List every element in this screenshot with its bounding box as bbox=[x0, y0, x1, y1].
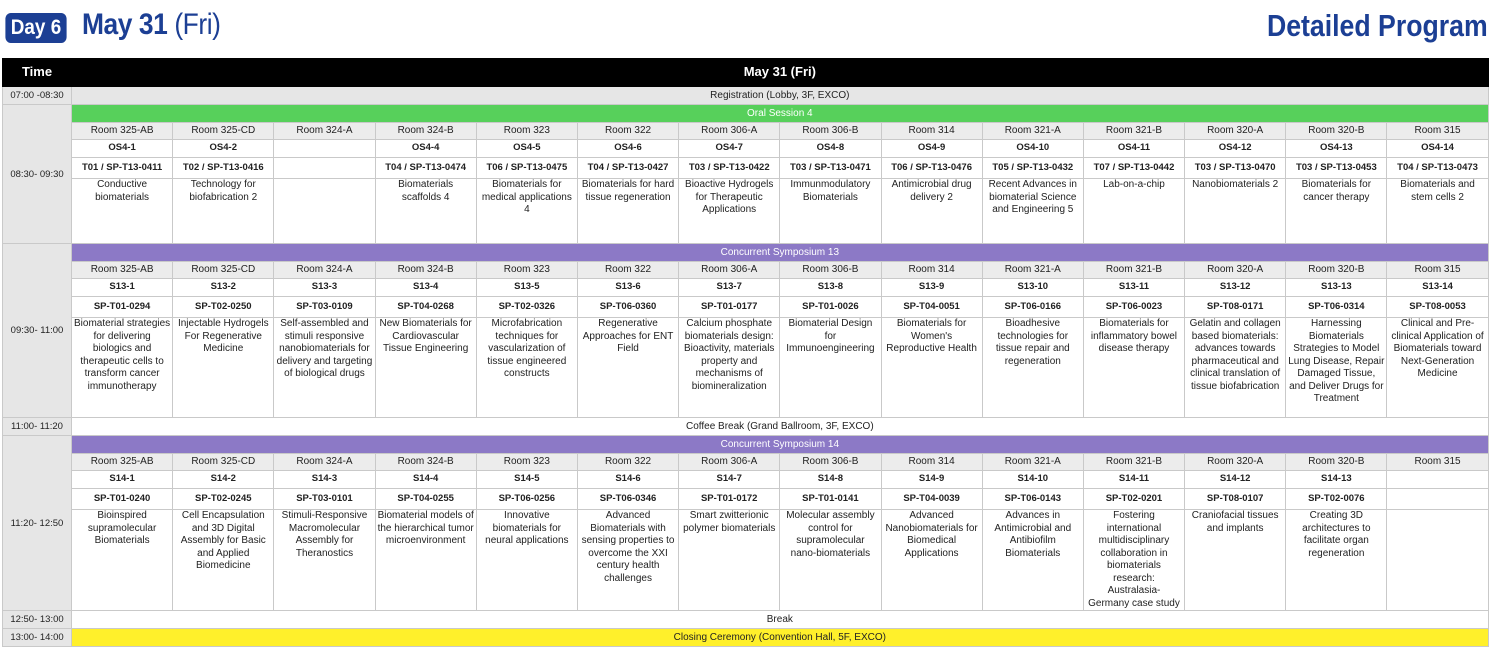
session-title-cell: Immunmodulatory Biomaterials bbox=[780, 179, 881, 244]
paper-code-cell bbox=[1387, 489, 1488, 510]
session-title-cell: Biomaterials for hard tissue regeneration bbox=[577, 179, 678, 244]
paper-code-cell: SP-T06-0143 bbox=[982, 489, 1083, 510]
session-code-cell: S13-2 bbox=[173, 279, 274, 297]
session-title-cell: Biomaterial strategies for delivering biologics and therapeutic cells to transform cancer immunotherapy bbox=[72, 318, 173, 418]
room-cell: Room 324-A bbox=[274, 454, 375, 471]
session-title-cell: Calcium phosphate biomaterials design: Bioactivity, materials property and mechanisms of biomineralization bbox=[679, 318, 780, 418]
session-code-cell: S13-13 bbox=[1286, 279, 1387, 297]
paper-code-cell: SP-T08-0107 bbox=[1185, 489, 1286, 510]
room-cell: Room 306-B bbox=[780, 262, 881, 279]
paper-code-cell: SP-T06-0256 bbox=[476, 489, 577, 510]
session-code-cell bbox=[274, 140, 375, 158]
block2-band-row bbox=[3, 244, 1489, 262]
session-code-cell: S14-4 bbox=[375, 471, 476, 489]
paper-code-cell: T07 / SP-T13-0442 bbox=[1083, 158, 1184, 179]
paper-code-cell: T06 / SP-T13-0475 bbox=[476, 158, 577, 179]
room-cell: Room 321-B bbox=[1083, 262, 1184, 279]
session-code-cell: S13-1 bbox=[72, 279, 173, 297]
coffee-row bbox=[3, 418, 1489, 436]
session-title-cell: Bioactive Hydrogels for Therapeutic Applications bbox=[679, 179, 780, 244]
session-code-cell: S13-10 bbox=[982, 279, 1083, 297]
room-cell: Room 321-B bbox=[1083, 123, 1184, 140]
closing-text: Closing Ceremony (Convention Hall, 5F, EXCO) bbox=[72, 629, 1489, 647]
session-code-cell: S14-12 bbox=[1185, 471, 1286, 489]
block1-titles-row bbox=[3, 179, 1489, 244]
break-time: 12:50- 13:00 bbox=[3, 611, 72, 629]
block1-rooms-row bbox=[3, 123, 1489, 140]
room-cell: Room 320-A bbox=[1185, 123, 1286, 140]
session-code-cell: S13-11 bbox=[1083, 279, 1184, 297]
session-code-cell: OS4-5 bbox=[476, 140, 577, 158]
day-badge: Day 6 bbox=[5, 13, 66, 43]
paper-code-cell: T06 / SP-T13-0476 bbox=[881, 158, 982, 179]
coffee-text: Coffee Break (Grand Ballroom, 3F, EXCO) bbox=[72, 418, 1489, 436]
session-title-cell: Biomaterials for medical applications 4 bbox=[476, 179, 577, 244]
session-title-cell: Biomaterials scaffolds 4 bbox=[375, 179, 476, 244]
session-title-cell: Microfabrication techniques for vascularization of tissue engineered constructs bbox=[476, 318, 577, 418]
room-cell: Room 314 bbox=[881, 454, 982, 471]
session-code-cell: OS4-13 bbox=[1286, 140, 1387, 158]
schedule-table bbox=[2, 58, 1489, 647]
room-cell: Room 314 bbox=[881, 262, 982, 279]
paper-code-cell: SP-T02-0250 bbox=[173, 297, 274, 318]
break-row bbox=[3, 611, 1489, 629]
room-cell: Room 324-B bbox=[375, 262, 476, 279]
room-cell: Room 315 bbox=[1387, 123, 1488, 140]
room-cell: Room 325-AB bbox=[72, 123, 173, 140]
paper-code-cell: SP-T02-0076 bbox=[1286, 489, 1387, 510]
session-title-cell: Advances in Antimicrobial and Antibiofilm Biomaterials bbox=[982, 510, 1083, 611]
session-code-cell: S14-3 bbox=[274, 471, 375, 489]
paper-code-cell: T02 / SP-T13-0416 bbox=[173, 158, 274, 179]
room-cell: Room 325-CD bbox=[173, 262, 274, 279]
room-cell: Room 324-A bbox=[274, 262, 375, 279]
session-code-cell: S14-8 bbox=[780, 471, 881, 489]
room-cell: Room 323 bbox=[476, 123, 577, 140]
session-title-cell: Injectable Hydrogels For Regenerative Medicine bbox=[173, 318, 274, 418]
session-code-cell: S14-6 bbox=[577, 471, 678, 489]
session-code-cell: S13-8 bbox=[780, 279, 881, 297]
room-cell: Room 321-A bbox=[982, 123, 1083, 140]
paper-code-cell: SP-T01-0240 bbox=[72, 489, 173, 510]
session-title-cell: Biomaterial models of the hierarchical tumor microenvironment bbox=[375, 510, 476, 611]
session-code-cell: S14-2 bbox=[173, 471, 274, 489]
room-cell: Room 321-B bbox=[1083, 454, 1184, 471]
session-title-cell: Biomaterial Design for Immunoengineering bbox=[780, 318, 881, 418]
session-code-cell bbox=[1387, 471, 1488, 489]
block1-band-row bbox=[3, 105, 1489, 123]
room-cell: Room 322 bbox=[577, 454, 678, 471]
session-title-cell: Biomaterials for cancer therapy bbox=[1286, 179, 1387, 244]
session-code-cell: S14-7 bbox=[679, 471, 780, 489]
session-code-cell: OS4-6 bbox=[577, 140, 678, 158]
session-title-cell: Biomaterials for inflammatory bowel disease therapy bbox=[1083, 318, 1184, 418]
session-title-cell: New Biomaterials for Cardiovascular Tissue Engineering bbox=[375, 318, 476, 418]
session-title-cell bbox=[1387, 510, 1488, 611]
block2-codes-row bbox=[3, 297, 1489, 318]
registration-row bbox=[3, 87, 1489, 105]
block3-titles-row bbox=[3, 510, 1489, 611]
session-code-cell: OS4-2 bbox=[173, 140, 274, 158]
paper-code-cell: T03 / SP-T13-0453 bbox=[1286, 158, 1387, 179]
block3-sessions-row bbox=[3, 471, 1489, 489]
block3-rooms-row bbox=[3, 454, 1489, 471]
paper-code-cell: SP-T02-0326 bbox=[476, 297, 577, 318]
room-cell: Room 325-CD bbox=[173, 123, 274, 140]
paper-code-cell: T04 / SP-T13-0473 bbox=[1387, 158, 1488, 179]
paper-code-cell: T03 / SP-T13-0422 bbox=[679, 158, 780, 179]
session-title-cell: Biomaterials and stem cells 2 bbox=[1387, 179, 1488, 244]
room-cell: Room 315 bbox=[1387, 262, 1488, 279]
session-title-cell: Stimuli-Responsive Macromolecular Assembly for Theranostics bbox=[274, 510, 375, 611]
session-code-cell: OS4-4 bbox=[375, 140, 476, 158]
room-cell: Room 323 bbox=[476, 454, 577, 471]
session-code-cell: S14-5 bbox=[476, 471, 577, 489]
room-cell: Room 320-B bbox=[1286, 262, 1387, 279]
paper-code-cell: SP-T06-0166 bbox=[982, 297, 1083, 318]
session-code-cell: S13-3 bbox=[274, 279, 375, 297]
paper-code-cell: SP-T04-0255 bbox=[375, 489, 476, 510]
session-code-cell: OS4-9 bbox=[881, 140, 982, 158]
session-code-cell: S13-14 bbox=[1387, 279, 1488, 297]
paper-code-cell: SP-T06-0314 bbox=[1286, 297, 1387, 318]
room-cell: Room 324-B bbox=[375, 123, 476, 140]
paper-code-cell: SP-T01-0141 bbox=[780, 489, 881, 510]
paper-code-cell: SP-T01-0294 bbox=[72, 297, 173, 318]
paper-code-cell: SP-T02-0201 bbox=[1083, 489, 1184, 510]
paper-code-cell: SP-T03-0109 bbox=[274, 297, 375, 318]
session-title-cell: Advanced Nanobiomaterials for Biomedical Applications bbox=[881, 510, 982, 611]
time-column-header: Time bbox=[3, 59, 72, 87]
session-title-cell: Bioinspired supramolecular Biomaterials bbox=[72, 510, 173, 611]
session-title-cell: Bioadhesive technologies for tissue repair and regeneration bbox=[982, 318, 1083, 418]
session-title-cell: Conductive biomaterials bbox=[72, 179, 173, 244]
closing-time: 13:00- 14:00 bbox=[3, 629, 72, 647]
room-cell: Room 320-B bbox=[1286, 123, 1387, 140]
room-cell: Room 306-B bbox=[780, 454, 881, 471]
session-title-cell: Fostering international multidisciplinary collaboration in biomaterials research: Australasia- Germany case study bbox=[1083, 510, 1184, 611]
block3-codes-row bbox=[3, 489, 1489, 510]
block2-sessions-row bbox=[3, 279, 1489, 297]
room-cell: Room 322 bbox=[577, 262, 678, 279]
coffee-time: 11:00- 11:20 bbox=[3, 418, 72, 436]
session-code-cell: S13-6 bbox=[577, 279, 678, 297]
room-cell: Room 306-A bbox=[679, 454, 780, 471]
session-title-cell: Advanced Biomaterials with sensing properties to overcome the XXI century health challenges bbox=[577, 510, 678, 611]
block2-rooms-row bbox=[3, 262, 1489, 279]
room-cell: Room 325-CD bbox=[173, 454, 274, 471]
session-code-cell: OS4-7 bbox=[679, 140, 780, 158]
session-code-cell: OS4-8 bbox=[780, 140, 881, 158]
session-code-cell: S14-13 bbox=[1286, 471, 1387, 489]
program-title: Detailed Program bbox=[1267, 8, 1488, 43]
paper-code-cell: SP-T01-0026 bbox=[780, 297, 881, 318]
session-title-cell: Biomaterials for Women's Reproductive Health bbox=[881, 318, 982, 418]
block1-sessions-row bbox=[3, 140, 1489, 158]
paper-code-cell: SP-T06-0023 bbox=[1083, 297, 1184, 318]
session-code-cell: OS4-11 bbox=[1083, 140, 1184, 158]
session-title-cell: Gelatin and collagen based biomaterials: advances towards pharmaceutical and clinical translation of tissue biofabrication bbox=[1185, 318, 1286, 418]
paper-code-cell: SP-T02-0245 bbox=[173, 489, 274, 510]
room-cell: Room 315 bbox=[1387, 454, 1488, 471]
paper-code-cell: T01 / SP-T13-0411 bbox=[72, 158, 173, 179]
session-code-cell: S13-12 bbox=[1185, 279, 1286, 297]
session-code-cell: S13-5 bbox=[476, 279, 577, 297]
room-cell: Room 306-A bbox=[679, 123, 780, 140]
session-code-cell: OS4-10 bbox=[982, 140, 1083, 158]
session-title-cell bbox=[274, 179, 375, 244]
registration-time: 07:00 -08:30 bbox=[3, 87, 72, 105]
paper-code-cell: SP-T08-0053 bbox=[1387, 297, 1488, 318]
session-title-cell: Innovative biomaterials for neural applications bbox=[476, 510, 577, 611]
block3-band: Concurrent Symposium 14 bbox=[72, 436, 1489, 454]
paper-code-cell: SP-T03-0101 bbox=[274, 489, 375, 510]
session-title-cell: Harnessing Biomaterials Strategies to Model Lung Disease, Repair Damaged Tissue, and Deliver Drugs for Treatment bbox=[1286, 318, 1387, 418]
block2-titles-row bbox=[3, 318, 1489, 418]
room-cell: Room 306-B bbox=[780, 123, 881, 140]
block2-band: Concurrent Symposium 13 bbox=[72, 244, 1489, 262]
table-header-row bbox=[3, 59, 1489, 87]
session-title-cell: Molecular assembly control for supramolecular nano-biomaterials bbox=[780, 510, 881, 611]
session-code-cell: S14-1 bbox=[72, 471, 173, 489]
room-cell: Room 320-B bbox=[1286, 454, 1387, 471]
room-cell: Room 314 bbox=[881, 123, 982, 140]
session-title-cell: Technology for biofabrication 2 bbox=[173, 179, 274, 244]
closing-row bbox=[3, 629, 1489, 647]
date-suffix: (Fri) bbox=[174, 8, 221, 41]
paper-code-cell: SP-T08-0171 bbox=[1185, 297, 1286, 318]
room-cell: Room 306-A bbox=[679, 262, 780, 279]
session-title-cell: Clinical and Pre-clinical Application of Biomaterials toward Next-Generation Medicine bbox=[1387, 318, 1488, 418]
paper-code-cell: SP-T06-0346 bbox=[577, 489, 678, 510]
block1-codes-row bbox=[3, 158, 1489, 179]
session-code-cell: OS4-14 bbox=[1387, 140, 1488, 158]
paper-code-cell: T05 / SP-T13-0432 bbox=[982, 158, 1083, 179]
session-title-cell: Regenerative Approaches for ENT Field bbox=[577, 318, 678, 418]
paper-code-cell: T04 / SP-T13-0427 bbox=[577, 158, 678, 179]
room-cell: Room 325-AB bbox=[72, 262, 173, 279]
paper-code-cell: T03 / SP-T13-0471 bbox=[780, 158, 881, 179]
room-cell: Room 325-AB bbox=[72, 454, 173, 471]
session-title-cell: Cell Encapsulation and 3D Digital Assembly for Basic and Applied Biomedicine bbox=[173, 510, 274, 611]
session-title-cell: Antimicrobial drug delivery 2 bbox=[881, 179, 982, 244]
session-code-cell: OS4-1 bbox=[72, 140, 173, 158]
session-code-cell: S13-7 bbox=[679, 279, 780, 297]
page-header bbox=[0, 0, 1500, 56]
room-cell: Room 324-A bbox=[274, 123, 375, 140]
session-code-cell: S14-10 bbox=[982, 471, 1083, 489]
session-code-cell: S14-9 bbox=[881, 471, 982, 489]
paper-code-cell: SP-T04-0051 bbox=[881, 297, 982, 318]
block3-time: 11:20- 12:50 bbox=[3, 436, 72, 611]
registration-text: Registration (Lobby, 3F, EXCO) bbox=[72, 87, 1489, 105]
paper-code-cell bbox=[274, 158, 375, 179]
room-cell: Room 320-A bbox=[1185, 454, 1286, 471]
paper-code-cell: T04 / SP-T13-0474 bbox=[375, 158, 476, 179]
session-code-cell: S13-4 bbox=[375, 279, 476, 297]
session-title-cell: Self-assembled and stimuli responsive nanobiomaterials for delivery and targeting of biological drugs bbox=[274, 318, 375, 418]
session-title-cell: Craniofacial tissues and implants bbox=[1185, 510, 1286, 611]
session-code-cell: S14-11 bbox=[1083, 471, 1184, 489]
room-cell: Room 323 bbox=[476, 262, 577, 279]
paper-code-cell: SP-T04-0039 bbox=[881, 489, 982, 510]
session-title-cell: Nanobiomaterials 2 bbox=[1185, 179, 1286, 244]
date-bold: May 31 bbox=[82, 8, 168, 41]
paper-code-cell: T03 / SP-T13-0470 bbox=[1185, 158, 1286, 179]
room-cell: Room 321-A bbox=[982, 262, 1083, 279]
session-code-cell: S13-9 bbox=[881, 279, 982, 297]
room-cell: Room 324-B bbox=[375, 454, 476, 471]
session-title-cell: Smart zwitterionic polymer biomaterials bbox=[679, 510, 780, 611]
paper-code-cell: SP-T06-0360 bbox=[577, 297, 678, 318]
session-title-cell: Lab-on-a-chip bbox=[1083, 179, 1184, 244]
day-column-header: May 31 (Fri) bbox=[72, 59, 1489, 87]
paper-code-cell: SP-T01-0177 bbox=[679, 297, 780, 318]
page-date bbox=[82, 8, 221, 42]
room-cell: Room 320-A bbox=[1185, 262, 1286, 279]
session-title-cell: Creating 3D architectures to facilitate organ regeneration bbox=[1286, 510, 1387, 611]
block3-band-row bbox=[3, 436, 1489, 454]
session-code-cell: OS4-12 bbox=[1185, 140, 1286, 158]
block1-time: 08:30- 09:30 bbox=[3, 105, 72, 244]
paper-code-cell: SP-T01-0172 bbox=[679, 489, 780, 510]
session-title-cell: Recent Advances in biomaterial Science and Engineering 5 bbox=[982, 179, 1083, 244]
paper-code-cell: SP-T04-0268 bbox=[375, 297, 476, 318]
break-text: Break bbox=[72, 611, 1489, 629]
room-cell: Room 321-A bbox=[982, 454, 1083, 471]
block2-time: 09:30- 11:00 bbox=[3, 244, 72, 418]
block1-band: Oral Session 4 bbox=[72, 105, 1489, 123]
room-cell: Room 322 bbox=[577, 123, 678, 140]
